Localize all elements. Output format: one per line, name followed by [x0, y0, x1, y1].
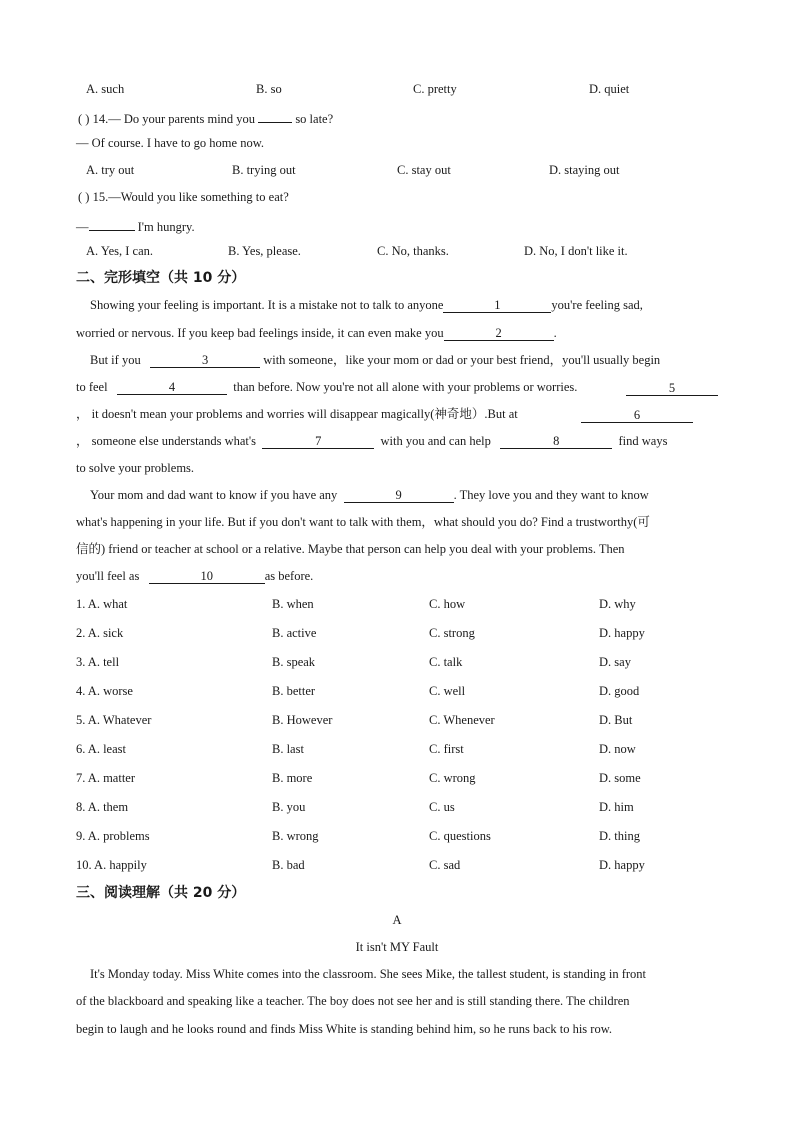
cloze-text: worried or nervous. If you keep bad feelings inside, it can even make you	[76, 326, 444, 340]
option-1-a: 1. A. what	[76, 597, 128, 611]
cloze-text: to feel	[76, 380, 108, 394]
option-7-c: C. wrong	[429, 771, 476, 785]
reading-line-2: of the blackboard and speaking like a teacher. The boy does not see her and is still standing there. The children	[76, 994, 630, 1008]
cloze-text: you're feeling sad,	[551, 298, 643, 312]
cloze-line-6	[76, 433, 667, 449]
cloze-line-9: what's happening in your life. But if you don't want to talk with them，what should you do? Find a trustworthy(可	[76, 515, 650, 529]
cloze-line-1	[90, 297, 643, 313]
option-4-d: D. good	[599, 684, 640, 698]
cloze-text: ， it doesn't mean your problems and worries will disappear magically(神奇地）.But at	[76, 407, 518, 421]
q13-option-d: D. quiet	[589, 82, 630, 96]
option-10-c: C. sad	[429, 858, 461, 872]
option-8-b: B. you	[272, 800, 306, 814]
q15-option-a: A. Yes, I can.	[86, 244, 154, 258]
option-7-d: D. some	[599, 771, 641, 785]
section2-heading: 二、完形填空（共 10 分）	[76, 270, 246, 286]
option-1-b: B. when	[272, 597, 314, 611]
q14-option-d: D. staying out	[549, 163, 620, 177]
cloze-text: with you and can help	[380, 434, 491, 448]
reading-line-1: It's Monday today. Miss White comes into the classroom. She sees Mike, the tallest student, is standing in front	[90, 967, 646, 981]
q14-option-a: A. try out	[86, 163, 135, 177]
cloze-text: with someone，like your mom or dad or your best friend，you'll usually begin	[263, 353, 661, 367]
q14-dialog-reply: — Of course. I have to go home now.	[76, 136, 265, 150]
option-5-d: D. But	[599, 713, 633, 727]
passage-letter: A	[392, 913, 402, 927]
option-2-a: 2. A. sick	[76, 626, 124, 640]
q15-dash: —	[76, 220, 89, 234]
cloze-text: ， someone else understands what's	[76, 434, 256, 448]
q13-option-a: A. such	[86, 82, 125, 96]
option-1-c: C. how	[429, 597, 466, 611]
cloze-text: as before.	[264, 569, 314, 583]
cloze-text: . They love you and they want to know	[453, 488, 649, 502]
q14-blank	[258, 108, 292, 123]
passage-title: It isn't MY Fault	[355, 940, 439, 954]
q14-option-c: C. stay out	[397, 163, 451, 177]
option-7-a: 7. A. matter	[76, 771, 136, 785]
option-4-c: C. well	[429, 684, 466, 698]
cloze-text: find ways	[618, 434, 668, 448]
option-5-a: 5. A. Whatever	[76, 713, 152, 727]
q15-reply-text: I'm hungry.	[137, 220, 195, 234]
cloze-text: .	[553, 326, 557, 340]
option-3-c: C. talk	[429, 655, 463, 669]
q15-dialog-reply	[76, 216, 195, 235]
option-6-c: C. first	[429, 742, 464, 756]
cloze-blank-7: 7	[262, 434, 374, 449]
cloze-line-11	[76, 568, 313, 584]
cloze-line-3	[90, 352, 660, 368]
option-1-d: D. why	[599, 597, 636, 611]
q15-stem	[78, 189, 289, 205]
option-4-b: B. better	[272, 684, 316, 698]
option-9-b: B. wrong	[272, 829, 319, 843]
q15-stem-text: 15.—Would you like something to eat?	[92, 190, 289, 204]
cloze-blank-9: 9	[344, 488, 454, 503]
cloze-blank-5: 5	[626, 381, 718, 396]
q14-answer-paren: ( )	[78, 112, 90, 126]
option-2-b: B. active	[272, 626, 317, 640]
q14-stem	[78, 108, 333, 127]
option-10-d: D. happy	[599, 858, 645, 872]
q14-option-b: B. trying out	[232, 163, 296, 177]
option-3-b: B. speak	[272, 655, 316, 669]
option-8-c: C. us	[429, 800, 455, 814]
option-4-a: 4. A. worse	[76, 684, 133, 698]
option-6-d: D. now	[599, 742, 636, 756]
cloze-blank-10: 10	[149, 569, 265, 584]
section3-heading: 三、阅读理解（共 20 分）	[76, 885, 246, 901]
option-5-c: C. Whenever	[429, 713, 495, 727]
cloze-line-4	[76, 379, 577, 395]
option-7-b: B. more	[272, 771, 313, 785]
option-8-a: 8. A. them	[76, 800, 129, 814]
option-10-a: 10. A. happily	[76, 858, 147, 872]
cloze-blank-8: 8	[500, 434, 612, 449]
q14-stem-text-end: so late?	[295, 112, 334, 126]
option-9-c: C. questions	[429, 829, 491, 843]
cloze-text: Your mom and dad want to know if you have any	[90, 488, 338, 502]
cloze-text: Showing your feeling is important. It is a mistake not to talk to anyone	[90, 298, 444, 312]
option-9-a: 9. A. problems	[76, 829, 150, 843]
option-6-b: B. last	[272, 742, 304, 756]
reading-line-3: begin to laugh and he looks round and finds Miss White is standing behind him, so he runs back to his row.	[76, 1022, 613, 1036]
q13-option-b: B. so	[256, 82, 282, 96]
cloze-blank-3: 3	[150, 353, 260, 368]
cloze-line-5	[76, 406, 518, 422]
option-3-a: 3. A. tell	[76, 655, 120, 669]
cloze-text: But if you	[90, 353, 141, 367]
q15-blank	[89, 216, 135, 231]
cloze-blank-1: 1	[443, 298, 551, 313]
option-9-d: D. thing	[599, 829, 640, 843]
option-5-b: B. However	[272, 713, 333, 727]
cloze-line-2	[76, 325, 557, 341]
option-8-d: D. him	[599, 800, 634, 814]
cloze-line-10: 信的) friend or teacher at school or a relative. Maybe that person can help you deal with your problems. Then	[76, 542, 625, 556]
cloze-blank-4: 4	[117, 380, 227, 395]
option-6-a: 6. A. least	[76, 742, 126, 756]
cloze-text: you'll feel as	[76, 569, 140, 583]
option-10-b: B. bad	[272, 858, 305, 872]
q15-option-c: C. No, thanks.	[377, 244, 449, 258]
cloze-line-7: to solve your problems.	[76, 461, 195, 475]
cloze-blank-2: 2	[444, 326, 554, 341]
q15-option-d: D. No, I don't like it.	[524, 244, 628, 258]
cloze-line-8	[90, 487, 649, 503]
option-3-d: D. say	[599, 655, 631, 669]
q14-stem-text: 14.— Do your parents mind you	[92, 112, 256, 126]
q15-answer-paren: ( )	[78, 190, 90, 204]
q13-option-c: C. pretty	[413, 82, 457, 96]
cloze-blank-6: 6	[581, 408, 693, 423]
q15-option-b: B. Yes, please.	[228, 244, 301, 258]
option-2-c: C. strong	[429, 626, 475, 640]
cloze-text: than before. Now you're not all alone with your problems or worries.	[233, 380, 578, 394]
option-2-d: D. happy	[599, 626, 645, 640]
